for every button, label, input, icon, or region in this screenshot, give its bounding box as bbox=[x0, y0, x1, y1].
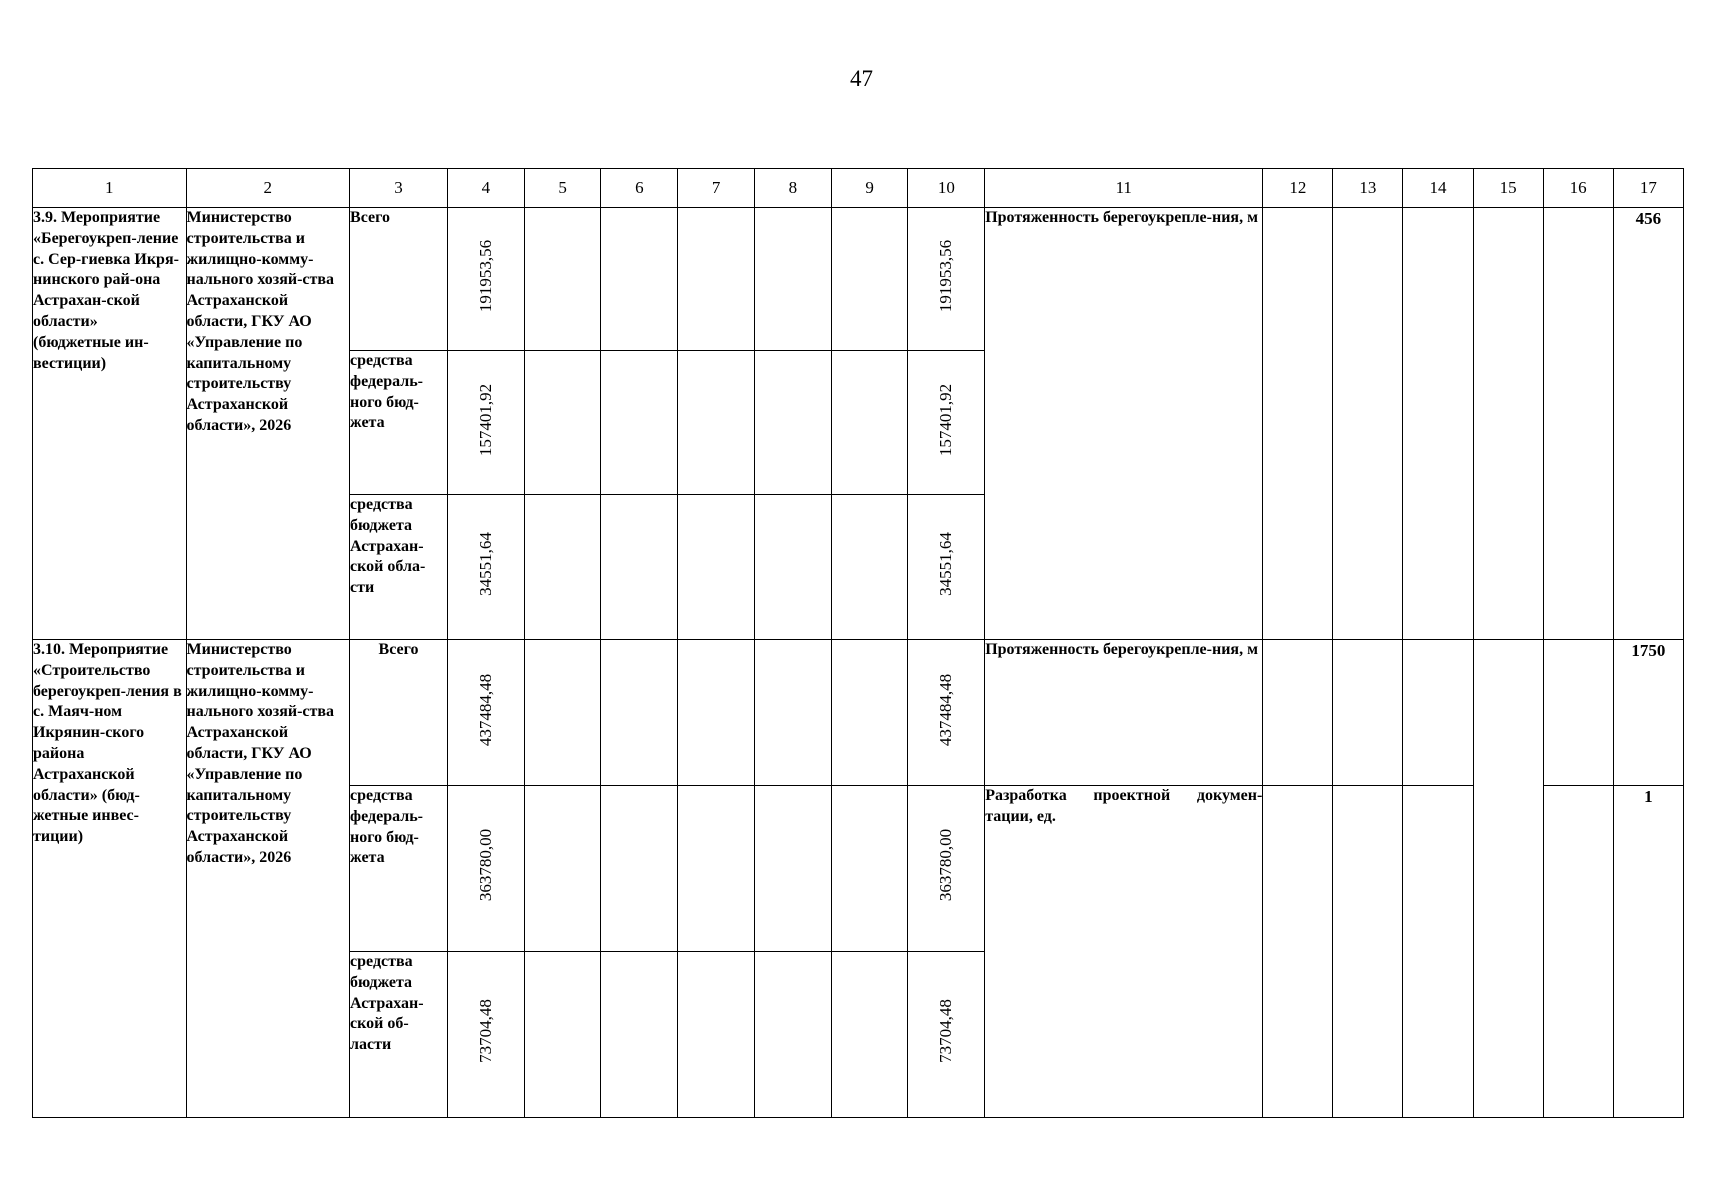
empty-cell bbox=[1263, 640, 1333, 786]
empty-cell bbox=[1403, 786, 1473, 1118]
table-row bbox=[33, 640, 1684, 786]
empty-cell bbox=[754, 786, 831, 952]
indicator-name: Протяженность берегоукрепле-ния, м bbox=[985, 640, 1263, 786]
amount-value: 363780,00 bbox=[936, 829, 956, 902]
amount-value: 437484,48 bbox=[936, 673, 956, 746]
empty-cell bbox=[1263, 786, 1333, 1118]
empty-cell bbox=[601, 786, 678, 952]
amount-col4 bbox=[447, 351, 524, 495]
amount-col4 bbox=[447, 952, 524, 1118]
empty-cell bbox=[754, 952, 831, 1118]
empty-cell bbox=[1333, 208, 1403, 640]
empty-cell bbox=[754, 351, 831, 495]
empty-cell bbox=[678, 208, 755, 351]
empty-cell bbox=[1403, 640, 1473, 786]
executor-cell: Министерство строительства и жилищно-комму-нального хозяй-ства Астраханской области, ГКУ АО «Управление по капитальному строительству Астраханской области», 2026 bbox=[186, 208, 350, 640]
amount-value: 157401,92 bbox=[936, 383, 956, 456]
activity-cell: 3.10. Мероприятие «Строительство берегоукреп-ления в с. Маяч-ном Икрянин-ского района Астраханской области» (бюд-жетные инвес-тиции) bbox=[33, 640, 187, 1118]
indicator-name: Разработка проектной докумен-тации, ед. bbox=[985, 786, 1263, 1118]
col-header-12: 12 bbox=[1263, 169, 1333, 208]
col-header-7: 7 bbox=[678, 169, 755, 208]
indicator-value: 456 bbox=[1613, 208, 1683, 640]
col-header-5: 5 bbox=[524, 169, 601, 208]
header-row bbox=[33, 169, 1684, 208]
activity-cell: 3.9. Мероприятие «Берегоукреп-ление с. Сер-гиевка Икря-нинского рай-она Астрахан-ской области» (бюджетные ин-вестиции) bbox=[33, 208, 187, 640]
col-header-15: 15 bbox=[1473, 169, 1543, 208]
table-header bbox=[33, 169, 1684, 208]
empty-cell bbox=[1543, 640, 1613, 786]
empty-cell bbox=[601, 351, 678, 495]
indicator-value: 1 bbox=[1613, 786, 1683, 1118]
budget-table bbox=[32, 168, 1684, 1118]
empty-cell bbox=[831, 640, 908, 786]
col-header-4: 4 bbox=[447, 169, 524, 208]
table-row bbox=[33, 208, 1684, 351]
empty-cell bbox=[754, 208, 831, 351]
col-header-10: 10 bbox=[908, 169, 985, 208]
amount-col10 bbox=[908, 952, 985, 1118]
source-label: средства бюджета Астрахан-ской об-ласти bbox=[350, 952, 448, 1118]
empty-cell bbox=[1333, 640, 1403, 786]
amount-col10 bbox=[908, 351, 985, 495]
amount-col10 bbox=[908, 495, 985, 640]
amount-value: 191953,56 bbox=[475, 240, 495, 313]
amount-value: 437484,48 bbox=[475, 673, 495, 746]
amount-value: 34551,64 bbox=[475, 532, 495, 596]
source-label: средства федераль-ного бюд-жета bbox=[350, 351, 448, 495]
empty-cell bbox=[831, 495, 908, 640]
source-label: средства бюджета Астрахан-ской обла-сти bbox=[350, 495, 448, 640]
col-header-16: 16 bbox=[1543, 169, 1613, 208]
empty-cell bbox=[601, 640, 678, 786]
source-label: Всего bbox=[350, 208, 448, 351]
col-header-9: 9 bbox=[831, 169, 908, 208]
empty-cell bbox=[601, 495, 678, 640]
amount-value: 73704,48 bbox=[936, 999, 956, 1064]
empty-cell bbox=[1333, 786, 1403, 1118]
empty-cell bbox=[678, 351, 755, 495]
executor-cell: Министерство строительства и жилищно-комму-нального хозяй-ства Астраханской области, ГКУ АО «Управление по капитальному строительству Астраханской области», 2026 bbox=[186, 640, 350, 1118]
empty-cell bbox=[754, 640, 831, 786]
col-header-8: 8 bbox=[754, 169, 831, 208]
amount-col10 bbox=[908, 640, 985, 786]
empty-cell bbox=[678, 640, 755, 786]
col-header-13: 13 bbox=[1333, 169, 1403, 208]
col-header-2: 2 bbox=[186, 169, 350, 208]
empty-cell bbox=[524, 351, 601, 495]
empty-cell bbox=[524, 640, 601, 786]
amount-col4 bbox=[447, 208, 524, 351]
empty-cell bbox=[831, 208, 908, 351]
col-header-14: 14 bbox=[1403, 169, 1473, 208]
empty-cell bbox=[601, 952, 678, 1118]
indicator-name: Протяженность берегоукрепле-ния, м bbox=[985, 208, 1263, 640]
page-number: 47 bbox=[850, 66, 873, 91]
empty-cell bbox=[678, 952, 755, 1118]
col-header-3: 3 bbox=[350, 169, 448, 208]
amount-value: 34551,64 bbox=[936, 532, 956, 596]
source-label: средства федераль-ного бюд-жета bbox=[350, 786, 448, 952]
empty-cell bbox=[831, 786, 908, 952]
empty-cell bbox=[601, 208, 678, 351]
amount-col4 bbox=[447, 640, 524, 786]
amount-col4 bbox=[447, 495, 524, 640]
empty-cell bbox=[678, 495, 755, 640]
empty-cell bbox=[831, 351, 908, 495]
empty-cell bbox=[524, 786, 601, 952]
source-label: Всего bbox=[350, 640, 448, 786]
empty-cell bbox=[678, 786, 755, 952]
empty-cell bbox=[1403, 208, 1473, 640]
amount-col10 bbox=[908, 208, 985, 351]
empty-cell bbox=[831, 952, 908, 1118]
empty-cell bbox=[1263, 208, 1333, 640]
amount-col4 bbox=[447, 786, 524, 952]
empty-cell bbox=[1473, 208, 1543, 640]
empty-cell bbox=[524, 495, 601, 640]
amount-value: 73704,48 bbox=[475, 999, 495, 1064]
empty-cell bbox=[1473, 640, 1543, 1118]
amount-value: 363780,00 bbox=[475, 829, 495, 902]
col-header-11: 11 bbox=[985, 169, 1263, 208]
indicator-value: 1750 bbox=[1613, 640, 1683, 786]
amount-col10 bbox=[908, 786, 985, 952]
empty-cell bbox=[754, 495, 831, 640]
empty-cell bbox=[524, 952, 601, 1118]
col-header-6: 6 bbox=[601, 169, 678, 208]
empty-cell bbox=[1543, 208, 1613, 640]
amount-value: 191953,56 bbox=[936, 240, 956, 313]
empty-cell bbox=[1543, 786, 1613, 1118]
amount-value: 157401,92 bbox=[475, 383, 495, 456]
empty-cell bbox=[524, 208, 601, 351]
col-header-17: 17 bbox=[1613, 169, 1683, 208]
col-header-1: 1 bbox=[33, 169, 187, 208]
